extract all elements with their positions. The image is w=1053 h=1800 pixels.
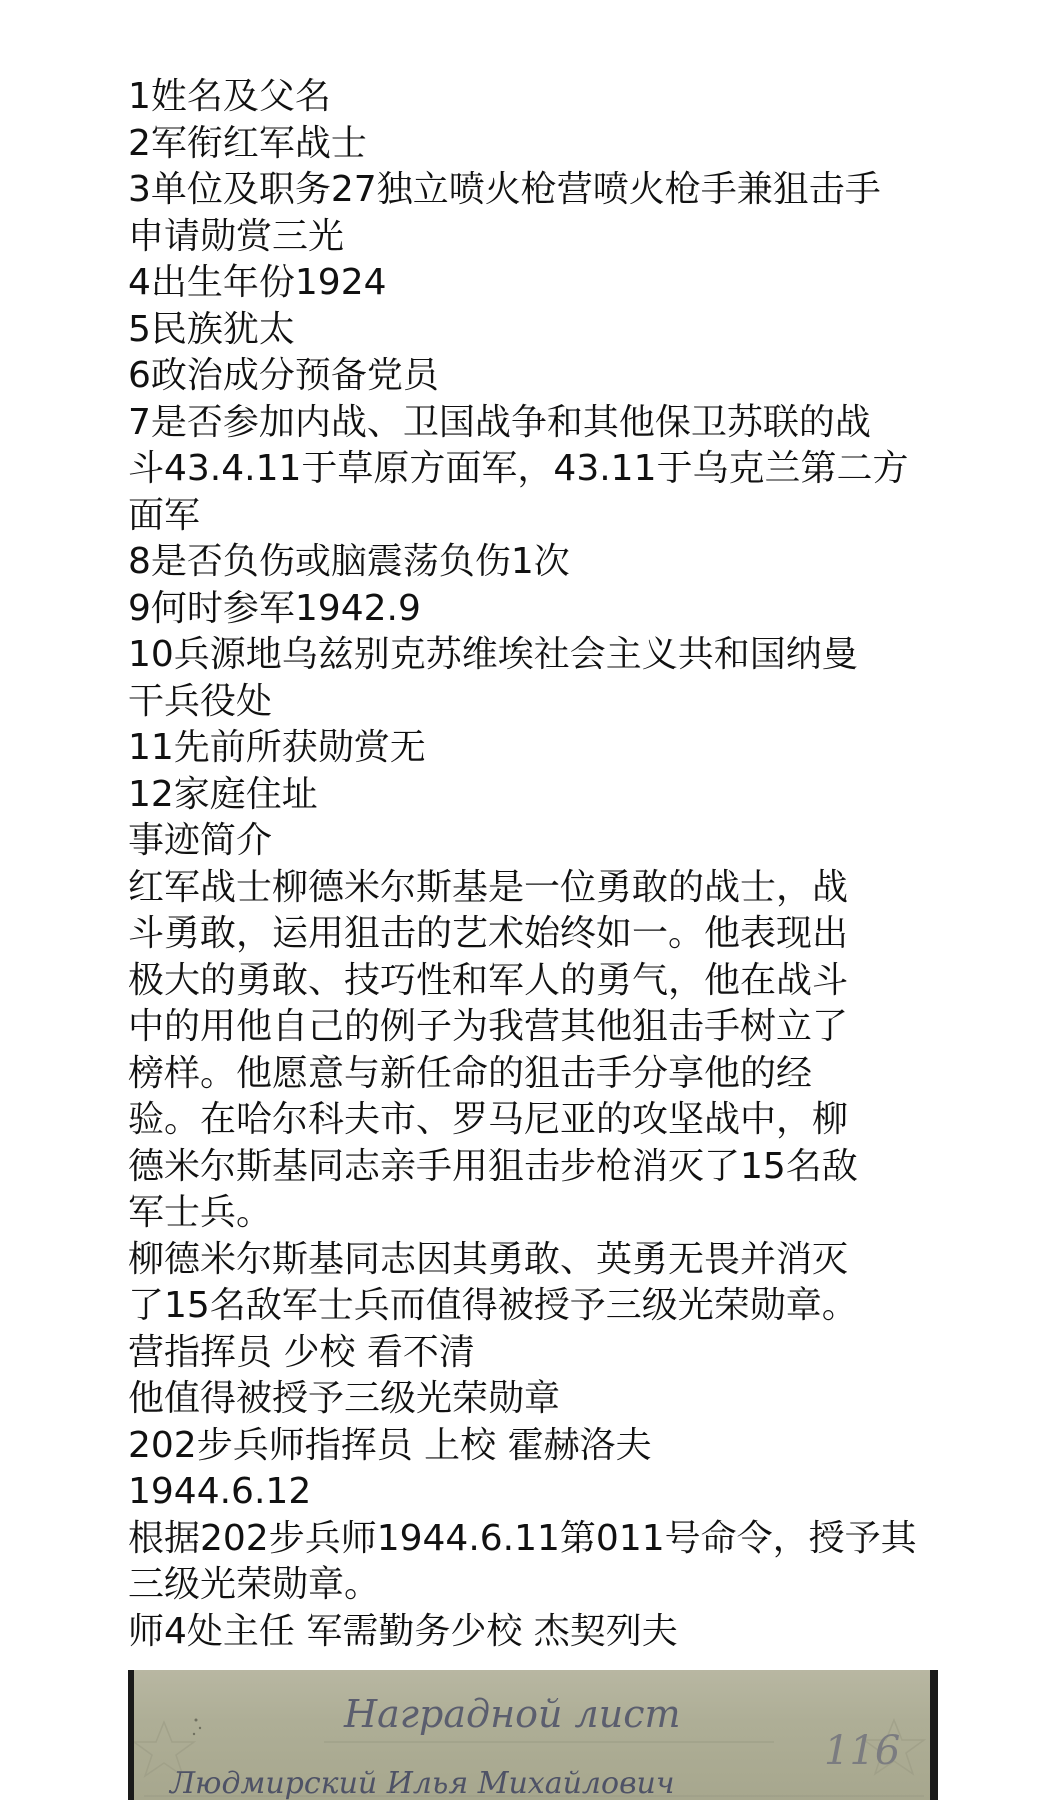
sign-line: 他值得被授予三级光荣勋章 bbox=[128, 1378, 561, 1419]
field-line: 申请勋赏三光 bbox=[128, 215, 345, 257]
field-line: 3单位及职务27独立喷火枪营喷火枪手兼狙击手 bbox=[128, 169, 881, 210]
field-line: 7是否参加内战、卫国战争和其他保卫苏联的战 bbox=[128, 401, 871, 443]
field-line: 干兵役处 bbox=[128, 680, 273, 722]
dot-mark bbox=[193, 1733, 195, 1735]
fields-section bbox=[128, 74, 943, 818]
field-line: 11先前所获勋赏无 bbox=[128, 727, 426, 768]
field-line: 9何时参军1942.9 bbox=[128, 587, 421, 629]
summary-paragraph bbox=[128, 865, 943, 1237]
summary-line: 极大的勇敢、技巧性和军人的勇气，他在战斗 bbox=[128, 959, 849, 1001]
dot-mark bbox=[195, 1719, 198, 1722]
field-line: 1姓名及父名 bbox=[128, 76, 331, 117]
scan-title-handwriting: Наградной лист bbox=[344, 1692, 681, 1736]
archival-scan-image bbox=[128, 1670, 938, 1800]
summary-line: 中的用他自己的例子为我营其他狙击手树立了 bbox=[128, 1006, 849, 1047]
sign-line: 三级光荣勋章。 bbox=[128, 1564, 381, 1605]
summary-line: 验。在哈尔科夫市、罗马尼亚的攻坚战中，柳 bbox=[128, 1099, 849, 1140]
field-line: 10兵源地乌兹别克苏维埃社会主义共和国纳曼 bbox=[128, 634, 858, 675]
field-line: 面军 bbox=[128, 494, 201, 536]
summary-heading: 事迹简介 bbox=[128, 820, 273, 861]
sign-line: 202步兵师指挥员 上校 霍赫洛夫 bbox=[128, 1424, 652, 1466]
field-line: 5民族犹太 bbox=[128, 308, 295, 350]
sign-line: 1944.6.12 bbox=[128, 1471, 312, 1512]
sign-line: 根据202步兵师1944.6.11第011号命令，授予其 bbox=[128, 1517, 917, 1559]
summary-line: 红军战士柳德米尔斯基是一位勇敢的战士，战 bbox=[128, 866, 849, 908]
field-line: 4出生年份1924 bbox=[128, 262, 387, 303]
conclusion-line: 了15名敌军士兵而值得被授予三级光荣勋章。 bbox=[128, 1285, 858, 1326]
signatures-section bbox=[128, 1330, 943, 1656]
field-line: 8是否负伤或脑震荡负伤1次 bbox=[128, 541, 570, 582]
sign-line: 师4处主任 军需勤务少校 杰契列夫 bbox=[128, 1610, 678, 1652]
document-body bbox=[128, 74, 943, 1655]
summary-line: 德米尔斯基同志亲手用狙击步枪消灭了15名敌 bbox=[128, 1145, 858, 1187]
summary-line: 榜样。他愿意与新任命的狙击手分享他的经 bbox=[128, 1052, 813, 1094]
conclusion-line: 柳德米尔斯基同志因其勇敢、英勇无畏并消灭 bbox=[128, 1238, 849, 1280]
summary-line: 斗勇敢，运用狙击的艺术始终如一。他表现出 bbox=[128, 913, 849, 954]
scan-name-handwriting: Людмирский Илья Михайлович bbox=[170, 1766, 675, 1800]
field-line: 斗43.4.11于草原方面军，43.11于乌克兰第二方 bbox=[128, 448, 909, 489]
conclusion-paragraph bbox=[128, 1237, 943, 1330]
dot-mark bbox=[199, 1727, 201, 1729]
sign-line: 营指挥员 少校 看不清 bbox=[128, 1331, 475, 1373]
field-line: 12家庭住址 bbox=[128, 773, 318, 815]
field-line: 6政治成分预备党员 bbox=[128, 355, 439, 396]
scan-number-handwriting: 116 bbox=[824, 1728, 901, 1774]
field-line: 2军衔红军战士 bbox=[128, 122, 367, 164]
summary-line: 军士兵。 bbox=[128, 1192, 273, 1233]
